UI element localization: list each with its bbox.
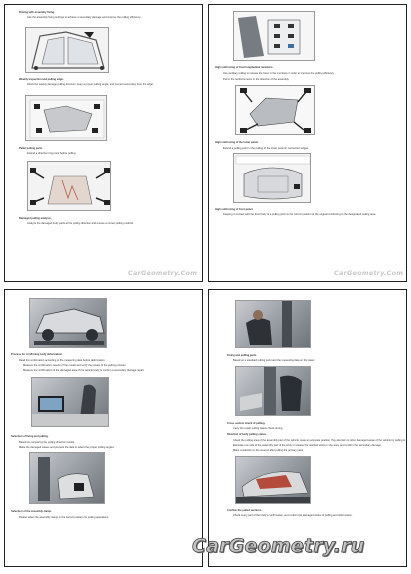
- step-heading: Direction of body pulling status.: [227, 433, 267, 436]
- step-text: Measure the confirmation results of the model and verify the results of the pulling process.: [23, 364, 127, 367]
- laptop-measurement-photo: [31, 377, 109, 427]
- step-heading: Selection of the assembly clamp.: [11, 510, 52, 513]
- step-text: Pull in the reinforcements in the direction of the assembly.: [223, 78, 290, 81]
- watermark-small: CarGeometry.Com: [128, 269, 198, 277]
- step-heading: Damaged pulling analysis.: [19, 217, 52, 220]
- lower-panel-diagram: [235, 85, 315, 135]
- pulling-tower-photo: [235, 300, 311, 348]
- step-heading: Weekly inspection and pulling edge.: [19, 78, 64, 81]
- watermark-large: CarGeometry.ru: [192, 535, 365, 557]
- step-text: Extend a pulling point in the pulling of the lower panel in connection edges.: [223, 147, 309, 150]
- step-text: Check every part of the body's confirmation, and confirm the damaged status of pulling and deformation.: [233, 514, 353, 517]
- step-text: Carry the repair pulling status check during.: [233, 427, 284, 430]
- vehicle-measuring-photo: [29, 298, 107, 348]
- cross-section-photo: [235, 366, 311, 416]
- pulled-section-photo: [235, 456, 311, 504]
- step-text: Check the pulling area of the assembly part of the vehicle, keep an accurate position. Pay attention to other damaged areas of the vehicle by pulling in.: [233, 439, 406, 442]
- step-text: Based on a standard pulling point and the measuring data on the tower.: [233, 359, 316, 362]
- step-text: Make a selection in the reserve after pulling the primary parts.: [233, 449, 304, 452]
- step-text: Direct the weekly damage pulling direction, keep a proper pulling angle, and prevent secondary from the edge.: [27, 83, 154, 86]
- step-text: Eliminate one side of the assembly part of the body to release the residual stress in the area, and confirm the secondary damage.: [233, 444, 382, 447]
- clamp-assembly-photo: [29, 452, 105, 504]
- step-heading: High reinforcing of front longitudinal members.: [215, 66, 274, 69]
- step-text: Read the confirmation according to the measuring data before deformation.: [19, 359, 106, 362]
- step-heading: Fixing and pulling parts.: [227, 354, 257, 357]
- step-text: Keeping in contact with the front body of a pulling point to the correct position of the original reinforcing to the designated pulling area.: [223, 213, 376, 216]
- watermark-small: CarGeometry.Com: [334, 269, 404, 277]
- step-text: Use the assembly fixing settings to achieve a secondary damage and improve the pulling efficiency.: [27, 16, 142, 19]
- step-heading: Confirm the pulled sections.: [227, 509, 262, 512]
- step-heading: High reinforcing of the lower panel.: [215, 141, 259, 144]
- front-panel-diagram: [233, 153, 311, 203]
- step-text: Analyze the damaged body parts at the pulling direction and ensure a correct pulling method.: [27, 222, 134, 225]
- pallet-pulling-diagram: [27, 161, 111, 211]
- step-heading: Driving with assembly fixing.: [19, 11, 55, 14]
- manual-page-3: [4, 289, 203, 567]
- step-heading: High reinforcing of front-panel.: [215, 208, 254, 211]
- step-text: Make the damaged values and prepare the data to select the proper pulling angles.: [19, 446, 115, 449]
- front-member-diagram: [233, 11, 315, 61]
- step-text: Extend a direction ring point before pulling.: [27, 152, 77, 155]
- step-text: Measure the confirmation of the damaged area of the vehicle body to confirm a secondary damage repair.: [23, 369, 145, 372]
- manual-page-1: [4, 4, 203, 282]
- door-frame-diagram: [25, 27, 109, 73]
- step-heading: Process for confirming body deformation.: [11, 353, 63, 356]
- step-text: Based on comparing the pulling direction results.: [19, 441, 75, 444]
- step-text: Please select the assembly clamp in the correct position for pulling operations.: [19, 516, 109, 519]
- manual-page-2: [208, 4, 407, 282]
- manual-page-4: [208, 289, 407, 567]
- step-heading: Pallet pulling parts.: [19, 147, 43, 150]
- step-heading: Selection of fixing and pulling.: [11, 435, 49, 438]
- step-heading: Cross section check of pulling.: [227, 422, 266, 425]
- pulling-edge-diagram: [25, 95, 107, 141]
- step-text: Use auxiliary pulling to release the force in the members in order to improve the pulling efficiency.: [223, 72, 335, 75]
